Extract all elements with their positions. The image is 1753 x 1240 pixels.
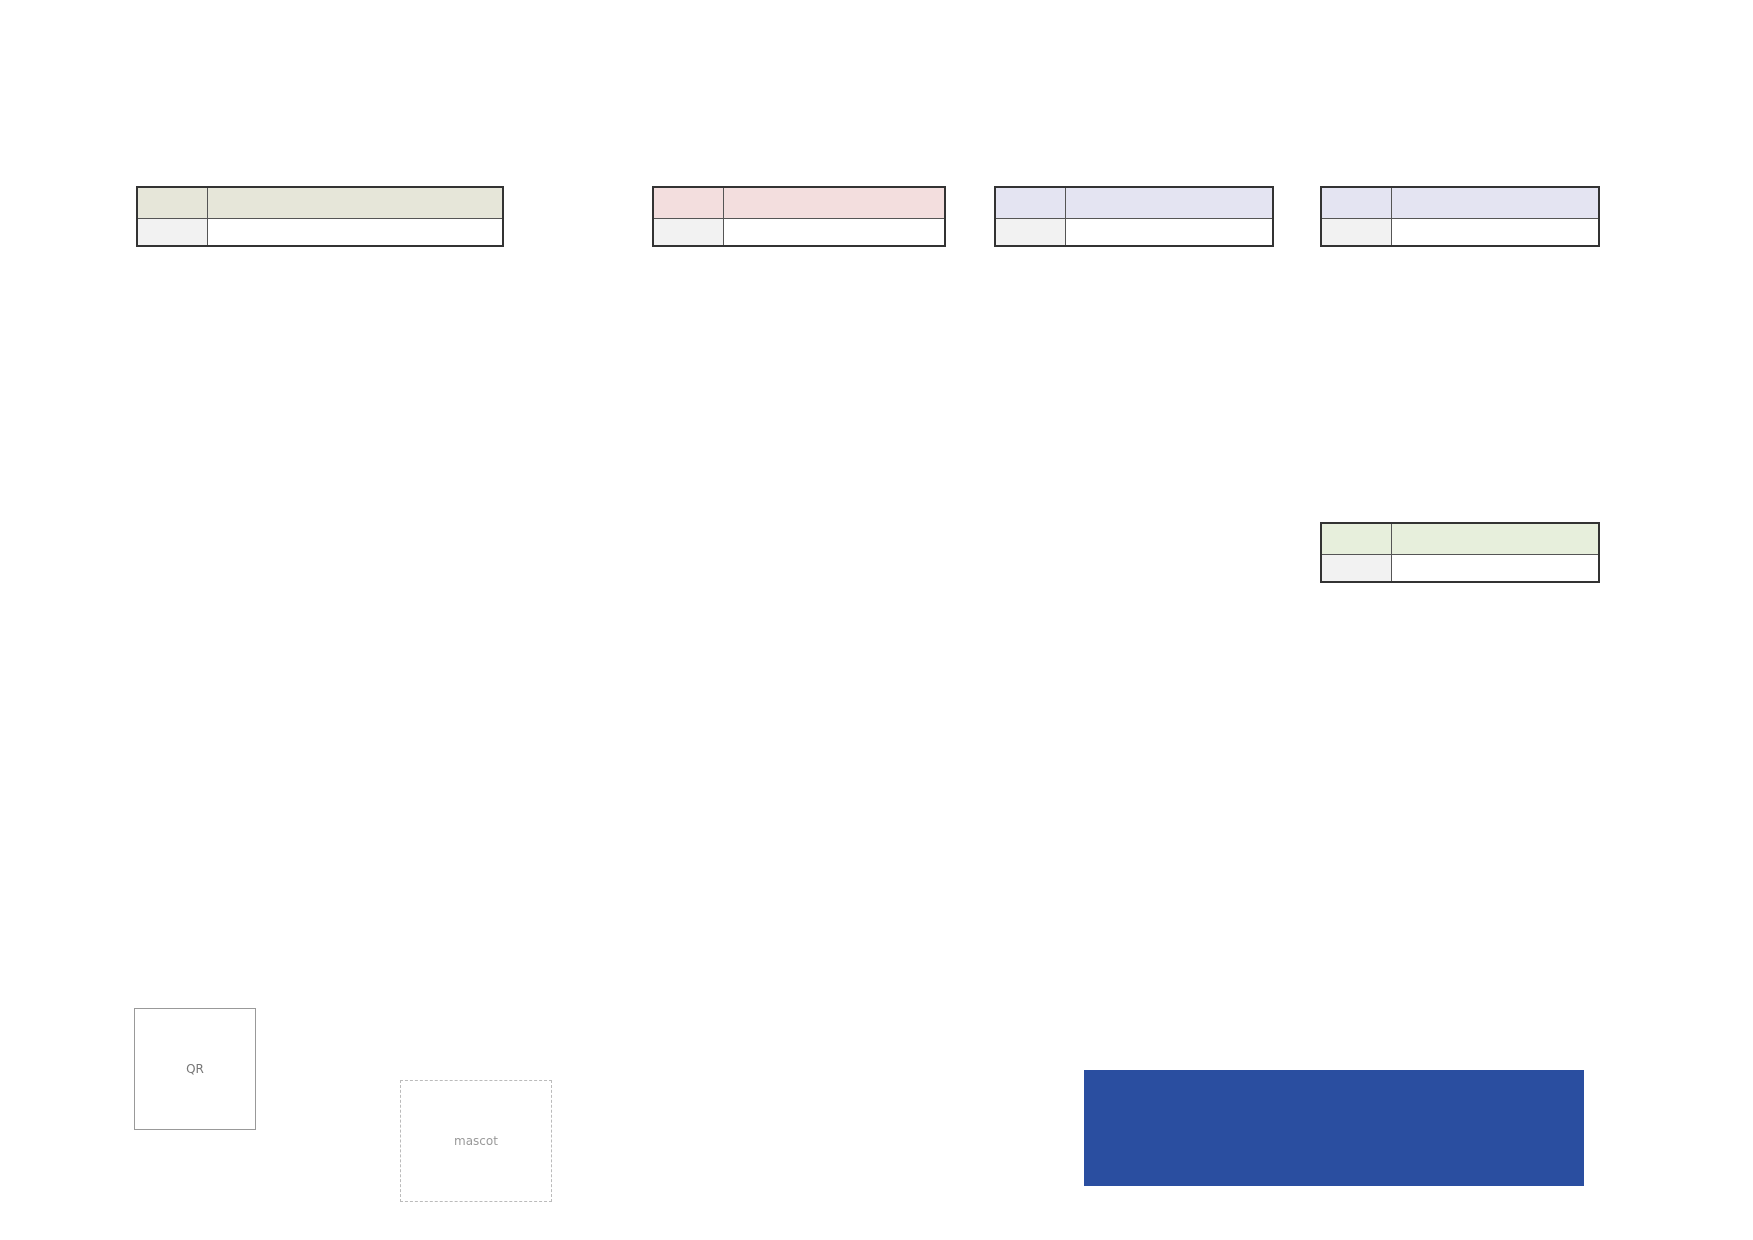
qr-code: QR — [134, 1008, 256, 1130]
stop-number — [1321, 219, 1391, 247]
stop-name — [1391, 219, 1599, 247]
service-logo — [1084, 1070, 1584, 1186]
stop-name — [1391, 555, 1599, 583]
stop-row — [137, 219, 503, 247]
column-header-no — [1321, 523, 1391, 555]
mascot-illustration: mascot — [400, 1080, 552, 1202]
stop-row — [995, 219, 1273, 247]
stop-number — [137, 219, 207, 247]
column-header-no — [1321, 187, 1391, 219]
stop-name — [1065, 219, 1273, 247]
column-header-no — [653, 187, 723, 219]
stop-row — [1321, 219, 1599, 247]
column-header-name — [1065, 187, 1273, 219]
stop-number — [653, 219, 723, 247]
column-header-name — [1391, 523, 1599, 555]
column-header-name — [207, 187, 503, 219]
business-stops-table — [136, 186, 504, 247]
stop-number — [1321, 555, 1391, 583]
ariake-bus-stops-table-a — [994, 186, 1274, 247]
column-header-name — [1391, 187, 1599, 219]
column-header-no — [995, 187, 1065, 219]
matsuyama-bus-stops-table — [1320, 522, 1600, 583]
stop-row — [653, 219, 945, 247]
ariake-bus-stops-table-b — [1320, 186, 1600, 247]
column-header-no — [137, 187, 207, 219]
stop-number — [995, 219, 1065, 247]
stop-row — [1321, 555, 1599, 583]
stop-name — [207, 219, 503, 247]
stop-name — [723, 219, 945, 247]
column-header-name — [723, 187, 945, 219]
shibushi-bus-stops-table — [652, 186, 946, 247]
